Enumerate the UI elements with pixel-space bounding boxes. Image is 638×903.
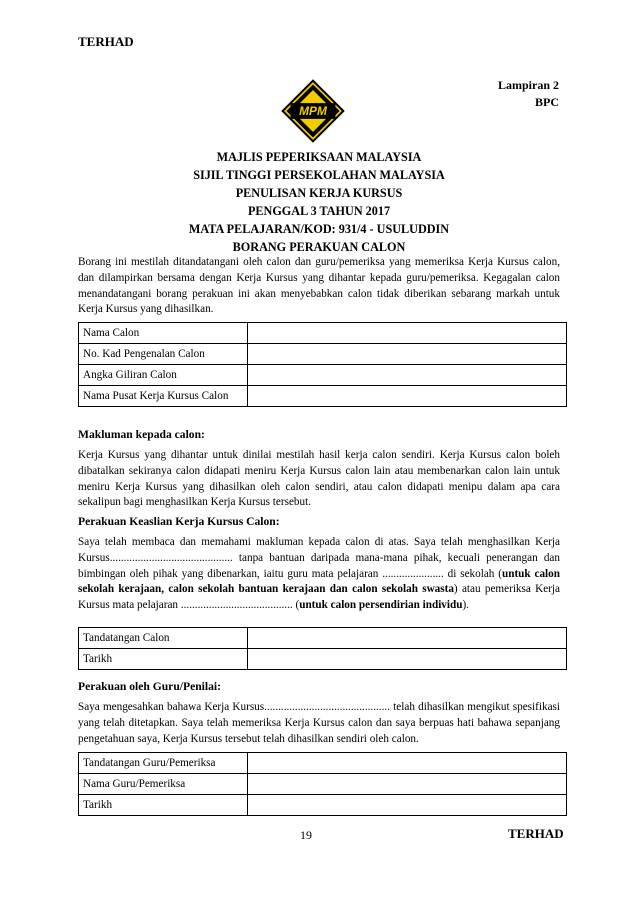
lampiran-code: BPC bbox=[535, 95, 559, 109]
candidate-info-table bbox=[78, 322, 567, 407]
field-nama-calon[interactable] bbox=[248, 323, 567, 344]
label-nama-guru: Nama Guru/Pemeriksa bbox=[79, 774, 248, 795]
label-no-kad: No. Kad Pengenalan Calon bbox=[79, 344, 248, 365]
field-angka-giliran[interactable] bbox=[248, 365, 567, 386]
label-nama-pusat: Nama Pusat Kerja Kursus Calon bbox=[79, 386, 248, 407]
field-tarikh-guru[interactable] bbox=[248, 795, 567, 816]
title-line-3: PENULISAN KERJA KURSUS bbox=[235, 186, 403, 200]
label-tarikh-calon: Tarikh bbox=[79, 649, 248, 670]
signature-table-calon bbox=[78, 627, 567, 670]
mpm-logo-icon bbox=[280, 78, 346, 144]
field-nama-guru[interactable] bbox=[248, 774, 567, 795]
field-tandatangan-calon[interactable] bbox=[248, 628, 567, 649]
signature-table-guru bbox=[78, 752, 567, 816]
page-number: 19 bbox=[300, 828, 312, 842]
field-tandatangan-guru[interactable] bbox=[248, 753, 567, 774]
table-row bbox=[79, 649, 567, 670]
document-titles bbox=[0, 148, 638, 256]
title-line-1: MAJLIS PEPERIKSAAN MALAYSIA bbox=[216, 150, 422, 164]
makluman-heading: Makluman kepada calon: bbox=[78, 428, 205, 441]
perakuan-guru-heading: Perakuan oleh Guru/Penilai: bbox=[78, 680, 221, 693]
field-nama-pusat[interactable] bbox=[248, 386, 567, 407]
title-line-6: BORANG PERAKUAN CALON bbox=[232, 240, 406, 254]
header-classification: TERHAD bbox=[78, 34, 134, 49]
perakuan-calon-heading: Perakuan Keaslian Kerja Kursus Calon: bbox=[78, 515, 280, 528]
lampiran-label: Lampiran 2 bbox=[497, 78, 559, 92]
logo-text: MPM bbox=[299, 103, 327, 118]
perakuan-calon-text-1: Saya telah membaca dan memahami makluman kepada calon di atas. Saya telah menghasilkan Kerja Kursus............................................ tanpa bantuan daripada mana-mana pihak, kecuali penerangan dan bimbingan oleh pihak yang dibenarkan, iaitu guru mata pelajaran ...................... di sekolah ( bbox=[78, 536, 560, 580]
label-tarikh-guru: Tarikh bbox=[79, 795, 248, 816]
table-row bbox=[79, 628, 567, 649]
perakuan-calon-paragraph bbox=[78, 535, 560, 614]
footer-classification: TERHAD bbox=[508, 826, 564, 841]
field-tarikh-calon[interactable] bbox=[248, 649, 567, 670]
table-row bbox=[79, 753, 567, 774]
table-row bbox=[79, 365, 567, 386]
table-row bbox=[79, 386, 567, 407]
field-no-kad[interactable] bbox=[248, 344, 567, 365]
table-row bbox=[79, 323, 567, 344]
table-row bbox=[79, 344, 567, 365]
perakuan-calon-bold-1: untuk calon sekolah kerajaan, calon sekolah bantuan kerajaan dan calon sekolah swasta bbox=[78, 567, 560, 596]
label-tandatangan-guru: Tandatangan Guru/Pemeriksa bbox=[79, 753, 248, 774]
label-nama-calon: Nama Calon bbox=[79, 323, 248, 344]
perakuan-guru-paragraph: Saya mengesahkan bahawa Kerja Kursus............................................. telah dihasilkan mengikut spesifikasi yang telah ditetapkan. Saya telah memeriksa Kerja Kursus calon dan saya berpuas hati bahawa sepanjang pengetahuan saya, Kerja Kursus tersebut telah dihasilkan sendiri oleh calon. bbox=[78, 701, 560, 745]
title-line-4: PENGGAL 3 TAHUN 2017 bbox=[247, 204, 391, 218]
title-line-5: MATA PELAJARAN/KOD: 931/4 - USULUDDIN bbox=[188, 222, 450, 236]
perakuan-calon-text-3: ). bbox=[462, 599, 469, 612]
perakuan-calon-bold-2: untuk calon persendirian individu bbox=[299, 599, 463, 612]
intro-paragraph: Borang ini mestilah ditandatangani oleh calon dan guru/pemeriksa yang memeriksa Kerja Kursus calon, dan dilampirkan bersama dengan Kerja Kursus yang dihantar kepada guru/pemeriksa. Kegagalan calon menandatangani borang perakuan ini akan menyebabkan calon tidak diberikan sebarang markah untuk Kerja Kursus yang dihasilkan. bbox=[78, 256, 560, 316]
perakuan-calon-text-2: ) atau pemeriksa Kerja Kursus mata pelajaran ........................................ ( bbox=[78, 583, 560, 612]
title-line-2: SIJIL TINGGI PERSEKOLAHAN MALAYSIA bbox=[193, 168, 445, 182]
label-tandatangan-calon: Tandatangan Calon bbox=[79, 628, 248, 649]
makluman-paragraph: Kerja Kursus yang dihantar untuk dinilai mestilah hasil kerja calon sendiri. Kerja Kursus calon boleh dibatalkan sekiranya calon didapati meniru Kerja Kursus calon lain atau membenarkan calon lain untuk meniru Kerja Kursus yang dihasilkan oleh calon sendiri, atau calon didapati menipu dalam apa cara sekalipun bagi menghasilkan Kerja Kursus tersebut. bbox=[78, 449, 560, 509]
label-angka-giliran: Angka Giliran Calon bbox=[79, 365, 248, 386]
table-row bbox=[79, 795, 567, 816]
table-row bbox=[79, 774, 567, 795]
